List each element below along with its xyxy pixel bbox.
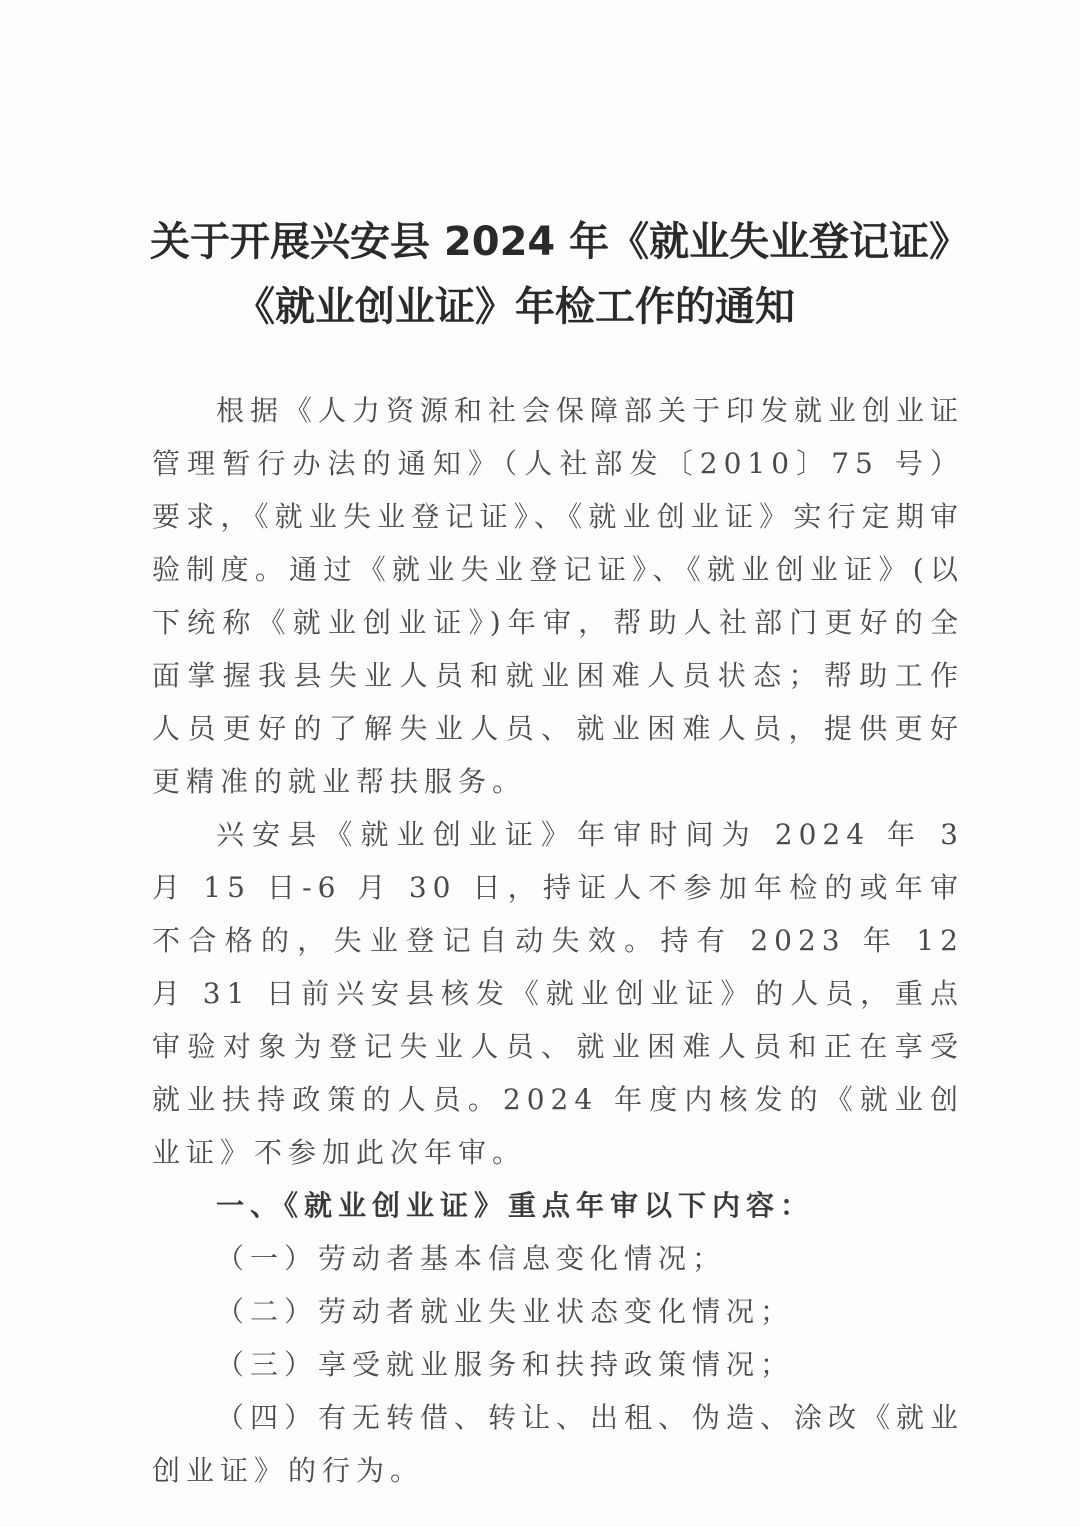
document-title-line-1: 关于开展兴安县 2024 年《就业失业登记证》 <box>150 219 970 265</box>
list-item-4: （四）有无转借、转让、出租、伪造、涂改《就业创业证》的行为。 <box>152 1401 965 1487</box>
body-paragraph-2: 兴安县《就业创业证》年审时间为 2024 年 3 月 15 日-6 月 30 日，持证人不参加年检的或年审不合格的，失业登记自动失效。持有 2023 年 12 月 31 日前兴安县核发《就业创业证》的人员，重点审验对象为登记失业人员、就业困难人员和正在享受就业扶持政策的人员。2024 年度内核发的《就业创业证》不参加此次年审。 <box>152 818 964 1169</box>
body-paragraph-1: 根据《人力资源和社会保障部关于印发就业创业证管理暂行办法的通知》（人社部发〔2010〕75 号）要求，《就业失业登记证》、《就业创业证》实行定期审验制度。通过《就业失业登记证》、《就业创业证》(以下统称《就业创业证》)年审，帮助人社部门更好的全面掌握我县失业人员和就业困难人员状态；帮助工作人员更好的了解失业人员、就业困难人员，提供更好更精准的就业帮扶服务。 <box>152 394 965 798</box>
list-item-2: （二）劳动者就业失业状态变化情况； <box>216 1295 795 1328</box>
list-item-1: （一）劳动者基本信息变化情况； <box>216 1242 727 1275</box>
document-title-line-2: 《就业创业证》年检工作的通知 <box>235 284 795 330</box>
list-item-3: （三）享受就业服务和扶持政策情况； <box>216 1348 795 1381</box>
document-body <box>152 384 964 1497</box>
section-heading: 一、《就业创业证》重点年审以下内容： <box>216 1189 815 1222</box>
